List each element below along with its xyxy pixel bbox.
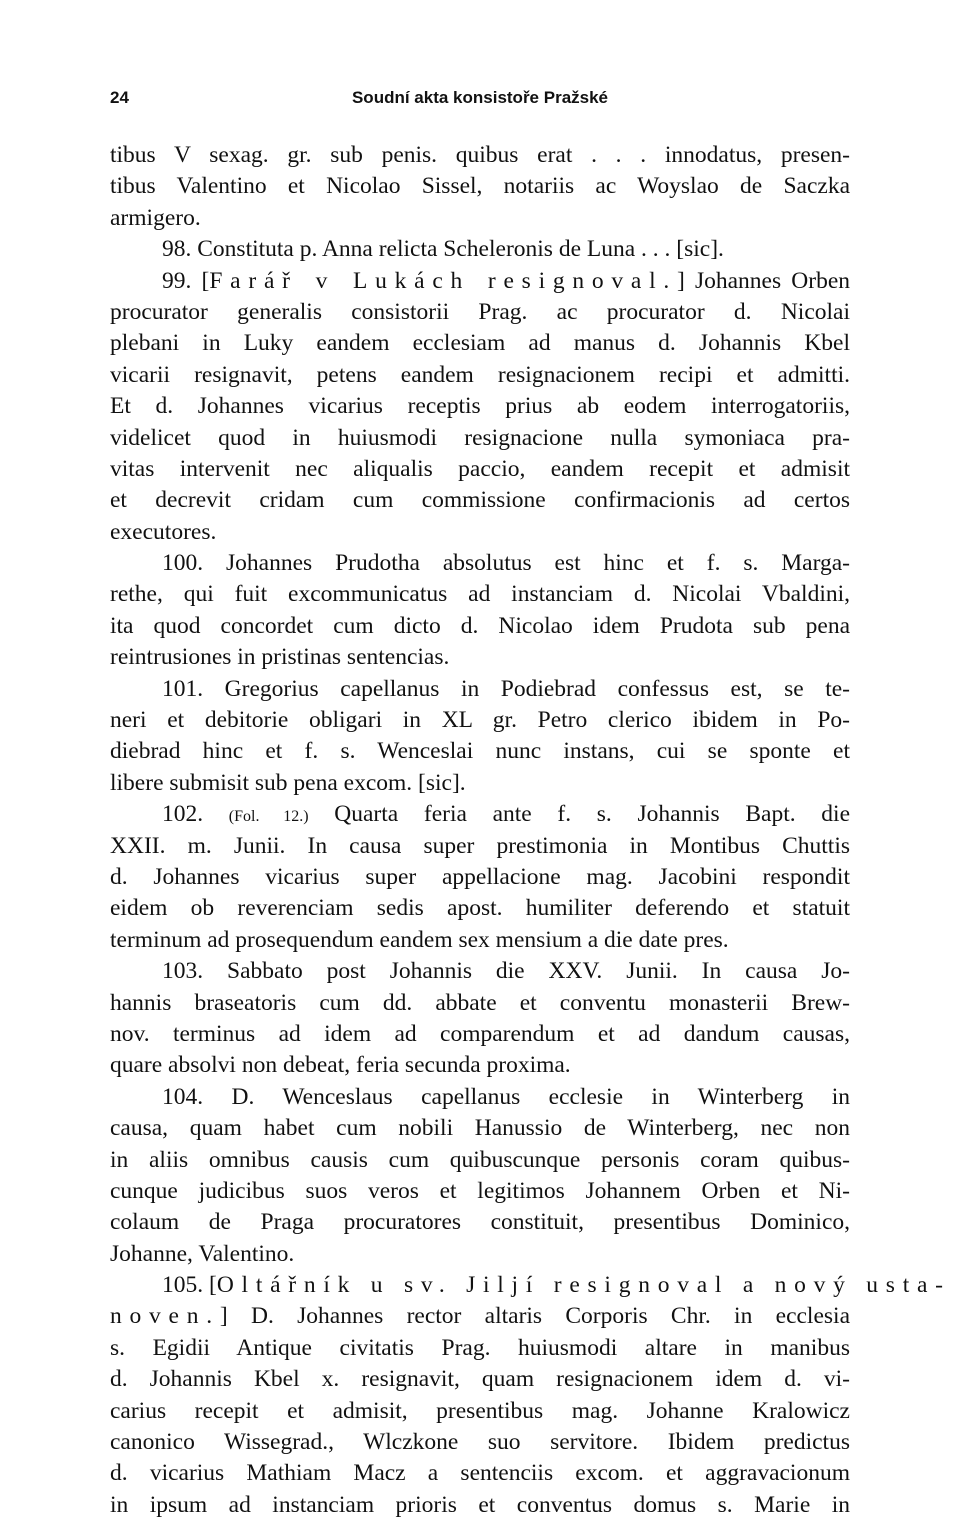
text-line: armigero. [110,204,201,231]
text-line: vicarii resignavit, petens eandem resignacionem recipi et admitti. [110,361,850,388]
spaced-heading-text: noven. [110,1303,220,1330]
text-line: et decrevit cridam cum commissione confirmacionis ad certos [110,487,850,514]
text-line: carius recepit et admisit, presentibus mag. Johanne Kralowicz [110,1397,850,1424]
running-head: Soudní akta konsistoře Pražské [351,88,609,107]
text-line: ita quod concordet cum dicto d. Nicolao idem Prudota sub pena [110,612,850,639]
text-line: in ipsum ad instanciam prioris et conventus domus s. Marie in [110,1491,850,1518]
text-line: rethe, qui fuit excommunicatus ad instanciam d. Nicolai Vbaldini, [110,581,850,608]
text-line: in aliis omnibus causis cum quibuscunque personis coram quibus- [110,1146,850,1173]
text-line: cunque judicibus suos veros et legitimos Johannem Orben et Ni- [110,1177,850,1204]
text-line: videlicet quod in huiusmodi resignacione nulla symoniaca pra- [110,424,850,451]
text-line: Johanne, Valentino. [110,1240,295,1267]
text-line: terminum ad prosequendum eandem sex mensium a die date pres. [110,926,729,953]
text-line [110,1270,951,1301]
text-segment: 102. [162,801,229,828]
text-line: reintrusiones in pristinas sentencias. [110,644,450,671]
text-line: XXII. m. Junii. In causa super prestimonia in Montibus Chuttis [110,832,850,859]
text-line: 103. Sabbato post Johannis die XXV. Junii. In causa Jo- [162,958,850,985]
text-line: procurator generalis consistorii Prag. ac procurator d. Nicolai [110,298,850,325]
text-segment: ] Johannes Orben [677,267,850,294]
page-header [110,88,850,116]
page-number: 24 [110,88,129,107]
text-line: tibus V sexag. gr. sub penis. quibus erat . . . innodatus, presen- [110,142,850,168]
text-line: canonico Wissegrad., Wlczkone suo servitore. Ibidem predictus [110,1429,850,1456]
body-text [110,140,951,1521]
text-segment: Quarta feria ante f. s. Johannis Bapt. die [308,801,851,828]
text-line: d. Johannis Kbel x. resignavit, quam resignacionem idem d. vi- [110,1366,850,1393]
text-line: hannis braseatoris cum dd. abbate et conventu monasterii Brew- [110,989,850,1016]
text-line: s. Egidii Antique civitatis Prag. huiusmodi altare in manibus [110,1334,850,1361]
text-line: 98. Constituta p. Anna relicta Scheleronis de Luna . . . [sic]. [162,236,724,263]
spaced-heading-text: Farář v Lukách resignoval. [209,267,677,294]
folio-reference: (Fol. 12.) [228,808,309,826]
text-segment: ] D. Johannes rector altaris Corporis Chr. in ecclesia [219,1303,850,1330]
text-line: neri et debitorie obligari in XL gr. Petro clerico ibidem in Po- [110,707,850,734]
text-line: d. vicarius Mathiam Macz a sentenciis excom. et aggravacionum [110,1460,850,1487]
text-line: colaum de Praga procuratores constituit, presentibus Dominico, [110,1209,850,1236]
text-line: libere submisit sub pena excom. [sic]. [110,769,466,796]
text-line: d. Johannes vicarius super appellacione mag. Jacobini respondit [110,863,850,890]
text-segment: 105. [ [162,1272,217,1299]
text-segment: 99. [ [162,267,210,294]
text-line: nov. terminus ad idem ad comparendum et ad dandum causas, [110,1020,850,1047]
spaced-heading-text: Oltářník u sv. Jiljí resignoval a nový usta- [216,1272,951,1299]
text-line: executores. [110,518,217,545]
text-line: eidem ob reverenciam sedis apost. humiliter deferendo et statuit [110,895,850,922]
text-line: 101. Gregorius capellanus in Podiebrad confessus est, se te- [162,675,850,702]
text-line [110,266,850,297]
text-line: quare absolvi non debeat, feria secunda proxima. [110,1052,571,1079]
text-line: diebrad hinc et f. s. Wenceslai nunc instans, cui se sponte et [110,738,850,765]
text-line: Et d. Johannes vicarius receptis prius ab eodem interrogatoriis, [110,393,850,420]
text-line [110,1301,850,1332]
text-line: 104. D. Wenceslaus capellanus ecclesie in Winterberg in [162,1083,850,1110]
text-line: vitas intervenit nec aliqualis paccio, eandem recepit et admisit [110,455,850,482]
text-line: 100. Johannes Prudotha absolutus est hinc et f. s. Marga- [162,550,850,577]
text-line: tibus Valentino et Nicolao Sissel, notariis ac Woyslao de Saczka [110,173,850,200]
text-line: plebani in Luky eandem ecclesiam ad manus d. Johannis Kbel [110,330,850,357]
text-line [110,799,850,830]
text-line: causa, quam habet cum nobili Hanussio de Winterberg, nec non [110,1115,850,1142]
